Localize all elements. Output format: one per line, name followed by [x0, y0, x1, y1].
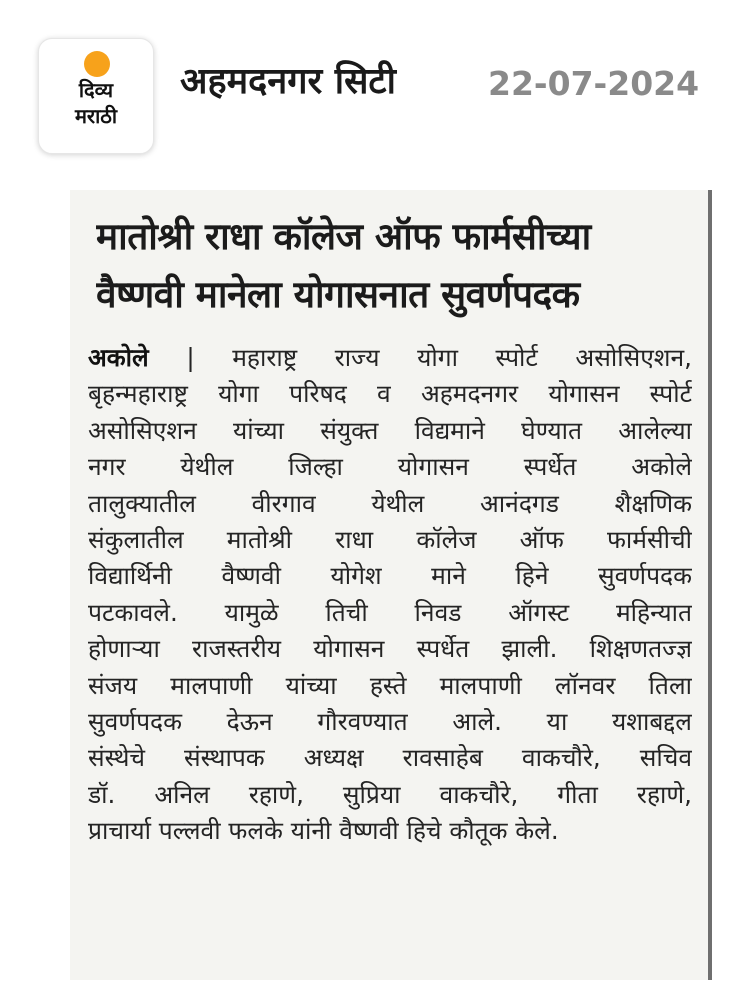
logo-text-line1: दिव्य — [78, 78, 114, 102]
body-line: पटकावले. यामुळे तिची निवड ऑगस्ट महिन्यात — [88, 597, 692, 627]
body-line: संकुलातील मातोश्री राधा कॉलेज ऑफ फार्मसीची — [88, 524, 692, 554]
edition-date: 22-07-2024 — [488, 64, 700, 103]
headline-line-2: वैष्णवी मानेला योगासनात सुवर्णपदक — [96, 273, 580, 316]
body-line: बृहन्महाराष्ट्र योगा परिषद व अहमदनगर योगासन स्पोर्ट — [88, 379, 692, 409]
logo-sun-dot-icon — [84, 51, 110, 77]
body-line-1 — [88, 340, 692, 376]
body-line: होणाऱ्या राजस्तरीय योगासन स्पर्धेत झाली. शिक्षणतज्ज्ञ — [88, 634, 692, 664]
body-line: विद्यार्थिनी वैष्णवी योगेश माने हिने सुवर्णपदक — [88, 561, 692, 591]
edition-city: अहमदनगर सिटी — [180, 61, 396, 102]
article-headline — [96, 208, 692, 324]
body-line: तालुक्यातील वीरगाव येथील आनंदगड शैक्षणिक — [88, 488, 692, 518]
article-body — [88, 340, 692, 849]
logo-text-line2: मराठी — [74, 104, 118, 128]
body-line: सुवर्णपदक देऊन गौरवण्यात आले. या यशाबद्दल — [88, 706, 692, 736]
column-rule — [708, 190, 712, 980]
body-line: नगर येथील जिल्हा योगासन स्पर्धेत अकोले — [88, 452, 692, 482]
headline-line-1: मातोश्री राधा कॉलेज ऑफ फार्मसीच्या — [96, 215, 591, 258]
body-line: संजय मालपाणी यांच्या हस्ते मालपाणी लॉनवर तिला — [88, 670, 692, 700]
body-first-line-text: महाराष्ट्र राज्य योगा स्पोर्ट असोसिएशन, — [232, 343, 692, 372]
body-line: प्राचार्या पल्लवी फलके यांनी वैष्णवी हिचे कौतूक केले. — [88, 816, 559, 846]
body-line: असोसिएशन यांच्या संयुक्त विद्यमाने घेण्यात आलेल्या — [88, 415, 692, 445]
divya-marathi-logo — [38, 38, 154, 154]
dateline-separator: | — [186, 343, 195, 372]
body-line: डॉ. अनिल रहाणे, सुप्रिया वाकचौरे, गीता रहाणे, — [88, 779, 692, 809]
dateline: अकोले — [88, 343, 149, 372]
body-line: संस्थेचे संस्थापक अध्यक्ष रावसाहेब वाकचौरे, सचिव — [88, 743, 692, 773]
